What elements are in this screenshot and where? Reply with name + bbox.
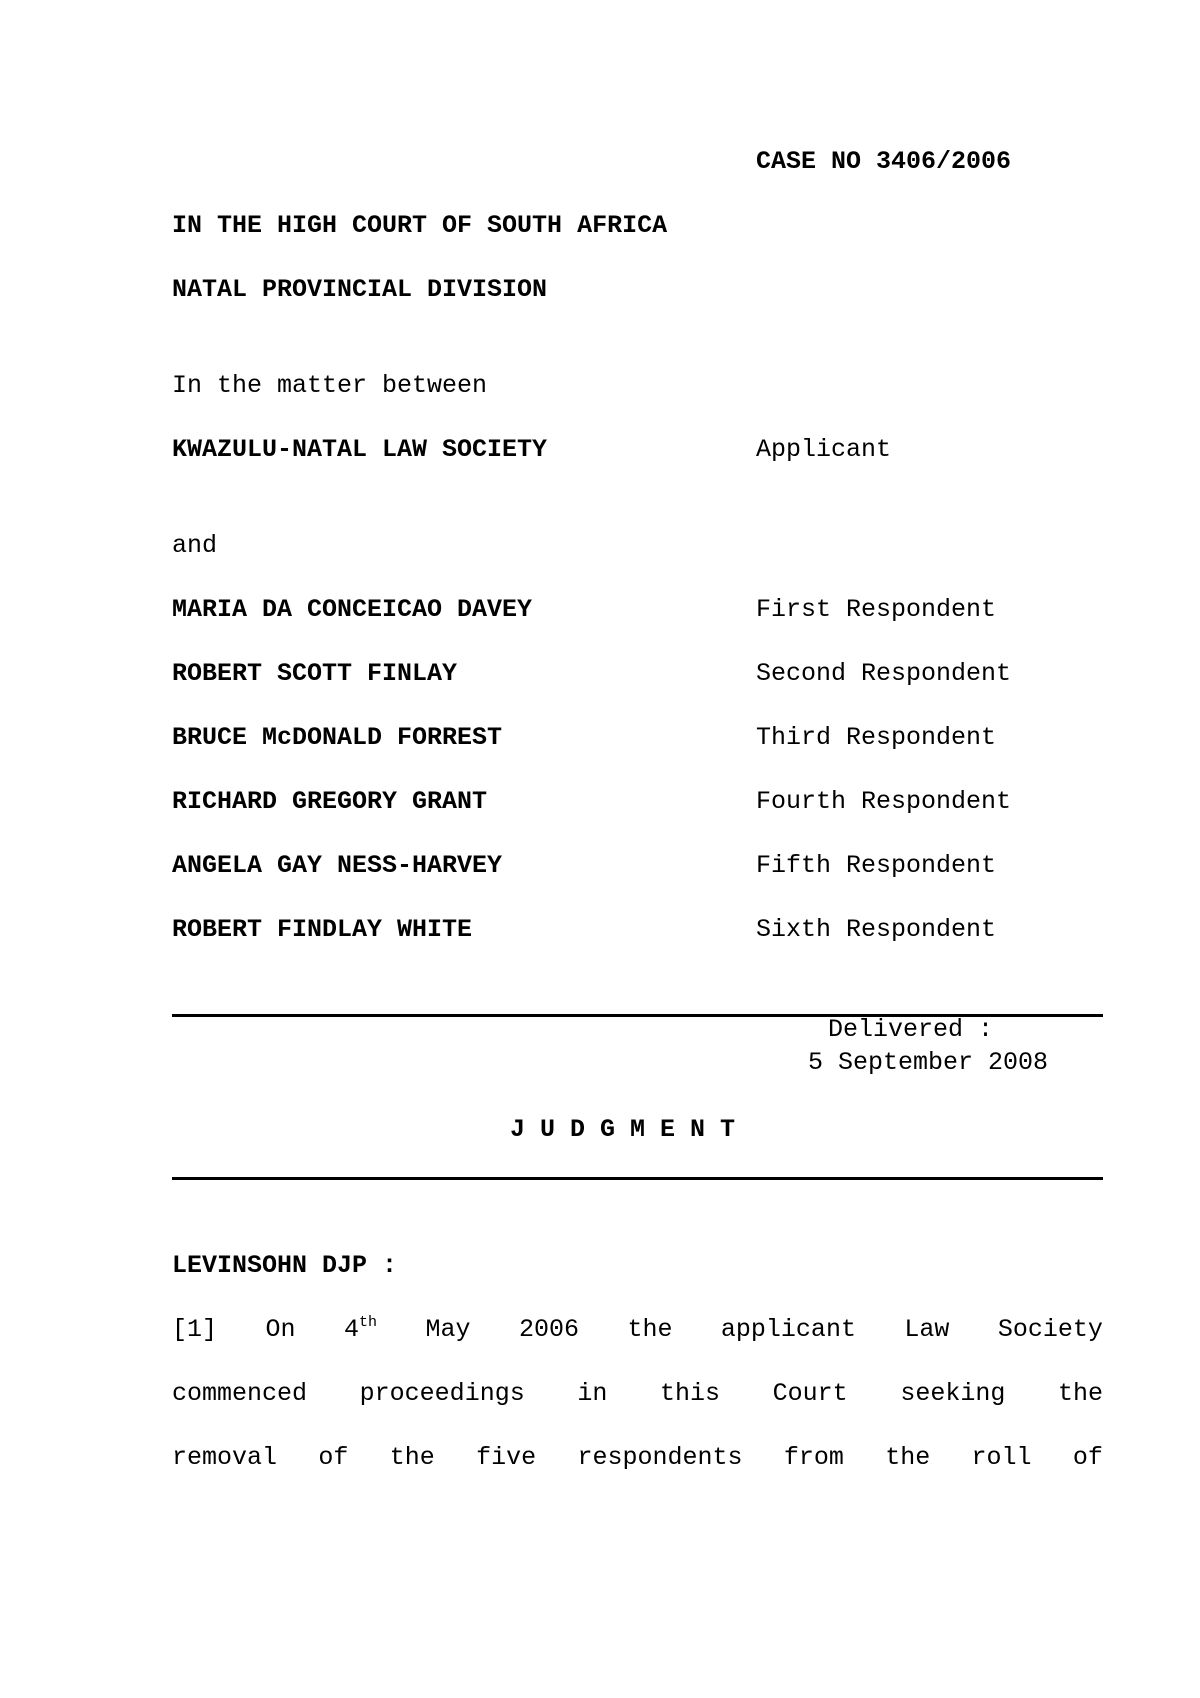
respondent-name: RICHARD GREGORY GRANT [172,787,488,816]
paragraph-word: of [1072,1443,1103,1472]
paragraph-word: the [627,1315,673,1344]
respondent-role: Sixth Respondent [756,915,997,944]
paragraph-word: proceedings [359,1379,525,1408]
paragraph-word: Society [997,1315,1103,1344]
paragraph-word: this [660,1379,721,1408]
judgment-heading: J U D G M E N T [510,1115,736,1144]
respondent-name: ROBERT SCOTT FINLAY [172,659,458,688]
paragraph-word: 2006 [518,1315,579,1344]
paragraph-word: from [783,1443,844,1472]
respondent-role: First Respondent [756,595,997,624]
respondent-name: BRUCE McDONALD FORREST [172,723,503,752]
applicant-name: KWAZULU-NATAL LAW SOCIETY [172,435,548,464]
paragraph-word: seeking [900,1379,1006,1408]
applicant-role: Applicant [756,435,892,464]
paragraph-line [172,1443,1103,1473]
paragraph-word: commenced [172,1379,308,1408]
paragraph-line [172,1315,1103,1345]
paragraph-word: Law [904,1315,950,1344]
case-number: CASE NO 3406/2006 [756,147,1012,176]
paragraph-word: respondents [577,1443,743,1472]
ordinal-suffix: th [358,1314,377,1331]
paragraph-word: roll [971,1443,1032,1472]
conjunction: and [172,531,218,560]
respondent-role: Fourth Respondent [756,787,1012,816]
paragraph-line [172,1379,1103,1409]
paragraph-word: Court [772,1379,848,1408]
matter-intro: In the matter between [172,371,488,400]
judge-name: LEVINSOHN DJP : [172,1251,398,1280]
delivered-date: 5 September 2008 [808,1048,1049,1077]
bottom-rule [172,1177,1103,1180]
paragraph-word: the [389,1443,435,1472]
paragraph-word: On [265,1315,296,1344]
paragraph-word: May [425,1315,471,1344]
paragraph-word: of [318,1443,349,1472]
respondent-name: MARIA DA CONCEICAO DAVEY [172,595,533,624]
paragraph-number: [1] [172,1315,218,1344]
respondent-name: ROBERT FINDLAY WHITE [172,915,473,944]
respondent-role: Third Respondent [756,723,997,752]
paragraph-word: in [577,1379,608,1408]
paragraph-word: 4th [343,1314,377,1344]
paragraph-word: the [1057,1379,1103,1408]
respondent-role: Fifth Respondent [756,851,997,880]
court-division: NATAL PROVINCIAL DIVISION [172,275,548,304]
court-name: IN THE HIGH COURT OF SOUTH AFRICA [172,211,668,240]
paragraph-word: five [476,1443,537,1472]
respondent-role: Second Respondent [756,659,1012,688]
paragraph-word: removal [172,1443,278,1472]
respondent-name: ANGELA GAY NESS-HARVEY [172,851,503,880]
paragraph-word: the [885,1443,931,1472]
paragraph-word: applicant [720,1315,856,1344]
delivered-label: Delivered : [828,1015,994,1044]
